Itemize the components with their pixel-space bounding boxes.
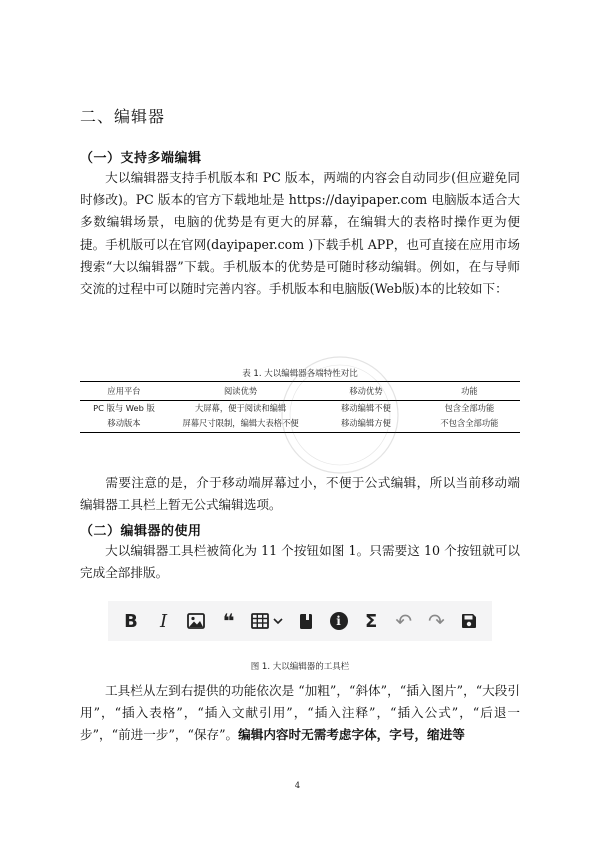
insert-note-button[interactable] bbox=[326, 608, 352, 634]
paragraph-usage bbox=[80, 540, 520, 584]
save-icon bbox=[461, 613, 477, 629]
chevron-down-icon bbox=[273, 617, 283, 625]
insert-table-button[interactable] bbox=[248, 608, 286, 634]
paragraph-toolbar-functions-emphasis: 编辑内容时无需考虑字体，字号，缩进等 bbox=[238, 727, 465, 743]
paragraph-toolbar-functions bbox=[80, 680, 520, 747]
page-number: 4 bbox=[294, 781, 301, 791]
sigma-icon: Σ bbox=[365, 610, 378, 632]
table-cell: 不包含全部功能 bbox=[419, 416, 520, 433]
redo-button[interactable] bbox=[423, 608, 449, 634]
insert-citation-button[interactable] bbox=[293, 608, 319, 634]
info-icon: i bbox=[330, 612, 348, 630]
subsection-title-usage: （二）编辑器的使用 bbox=[80, 524, 202, 539]
redo-icon: ↷ bbox=[427, 609, 445, 633]
block-quote-button[interactable] bbox=[216, 608, 242, 634]
paragraph-toolbar-functions-text: 工具栏从左到右提供的功能依次是 “加粗”，“斜体”，“插入图片”，“大段引用”，“插入表格”，“插入文献引用”，“插入注释”，“插入公式”，“后退一步”，“前进一步”，“保存”。 bbox=[80, 683, 520, 743]
bold-button[interactable] bbox=[118, 608, 144, 634]
italic-button[interactable] bbox=[151, 608, 177, 634]
insert-image-button[interactable] bbox=[183, 608, 209, 634]
table-header-cell: 功能 bbox=[419, 382, 520, 401]
figure-caption: 图 1. 大以编辑器的工具栏 bbox=[250, 662, 350, 672]
editor-toolbar bbox=[108, 601, 492, 641]
table-cell: 大屏幕，便于阅读和编辑 bbox=[194, 403, 287, 413]
table-cell: 移动编辑方便 bbox=[313, 416, 419, 433]
table-row bbox=[80, 401, 520, 417]
paragraph-multi-device-text: 大以编辑器支持手机版本和 PC 版本，两端的内容会自动同步(但应避免同时修改)。PC 版本的官方下载地址是 https://dayipaper.com 电脑版本适合大多数编辑场景，电脑的优势是有更大的屏幕，在编辑大的表格时操作更为便捷。手机版可以在官网(dayipaper.com )下载手机 APP，也可直接在应用市场搜索“大以编辑器”下载。手机版本的优势是可随时移动编辑。例如，在与导师交流的过程中可以随时完善内容。手机版本和电脑版(Web版)本的比较如下： bbox=[80, 170, 520, 297]
table-header-cell: 阅读优势 bbox=[168, 382, 313, 401]
italic-icon: I bbox=[160, 610, 168, 632]
paragraph-note bbox=[80, 472, 520, 516]
undo-button[interactable] bbox=[391, 608, 417, 634]
table-icon bbox=[251, 613, 269, 629]
table-caption: 表 1. 大以编辑器各端特性对比 bbox=[242, 369, 358, 379]
section-title: 二、编辑器 bbox=[80, 107, 166, 126]
image-icon bbox=[187, 613, 205, 629]
paragraph-multi-device bbox=[80, 167, 520, 300]
insert-formula-button[interactable] bbox=[358, 608, 384, 634]
undo-icon: ↶ bbox=[395, 609, 413, 633]
book-icon bbox=[299, 613, 313, 630]
comparison-table bbox=[80, 381, 520, 433]
bold-icon: B bbox=[124, 610, 138, 632]
save-button[interactable] bbox=[456, 608, 482, 634]
table-cell: 屏幕尺寸限制，编辑大表格不便 bbox=[168, 416, 313, 433]
table-header-cell: 移动优势 bbox=[313, 382, 419, 401]
paragraph-note-text: 需要注意的是，介于移动端屏幕过小，不便于公式编辑，所以当前移动端编辑器工具栏上暂无公式编辑选项。 bbox=[80, 475, 520, 513]
quote-icon: ❝ bbox=[222, 609, 235, 633]
table-header-cell: 应用平台 bbox=[80, 382, 168, 401]
paragraph-usage-text: 大以编辑器工具栏被简化为 11 个按钮如图 1。只需要这 10 个按钮就可以完成全部排版。 bbox=[80, 543, 520, 581]
table-cell: 移动版本 bbox=[80, 416, 168, 433]
table-cell: PC 版与 Web 版 bbox=[93, 403, 155, 413]
table-cell: 移动编辑不便 bbox=[341, 403, 391, 413]
subsection-title-multi-device: （一）支持多端编辑 bbox=[80, 151, 202, 166]
table-row bbox=[80, 416, 520, 433]
table-cell: 包含全部功能 bbox=[444, 403, 495, 413]
table-header-row bbox=[80, 382, 520, 401]
